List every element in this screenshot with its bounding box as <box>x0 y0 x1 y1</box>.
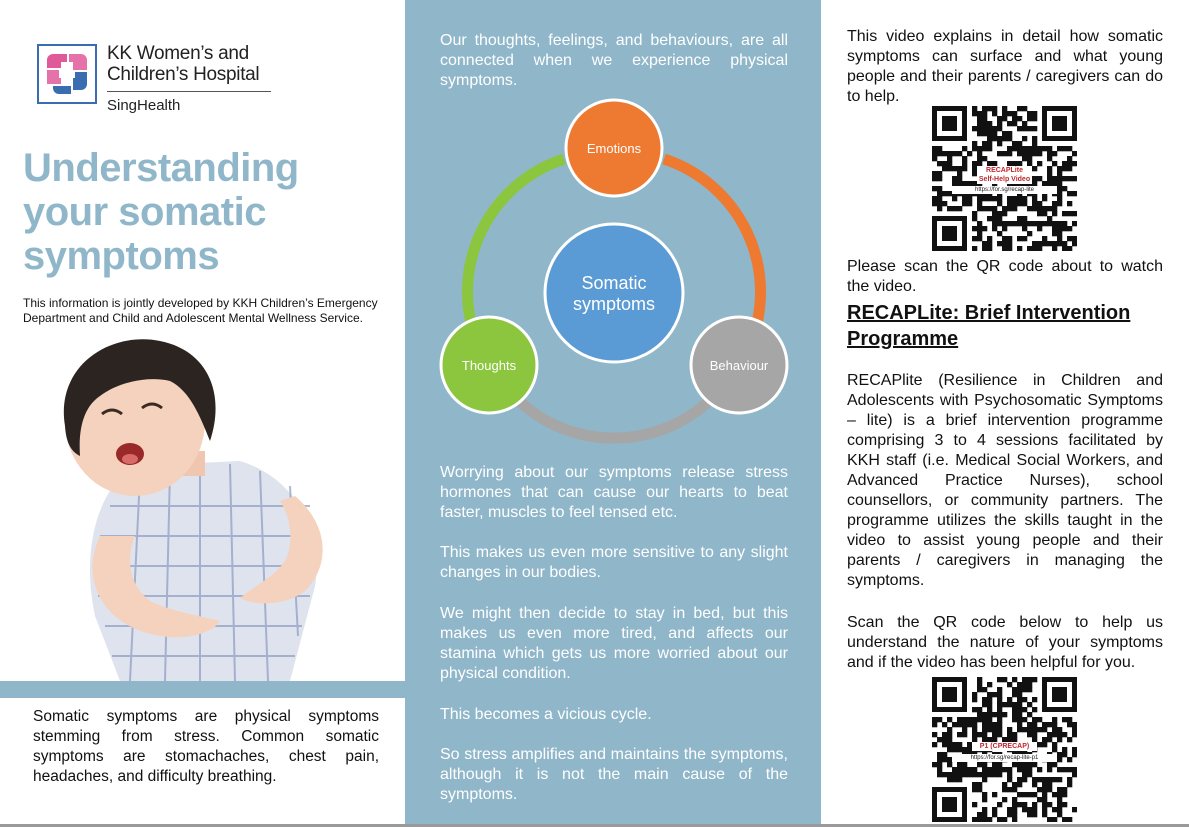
page-title <box>23 146 363 278</box>
center-label-line1: Somatic <box>581 273 647 293</box>
middle-panel <box>405 0 821 827</box>
somatic-definition-text: Somatic symptoms are physical symptoms stemming from stress. Common somatic symptoms are stomachaches, chest pain, headaches, and difficulty breathing. <box>33 708 379 785</box>
emotions-label: Emotions <box>586 141 642 156</box>
video-qr-code[interactable] <box>932 106 1077 251</box>
qr1-label-line1: RECAPLite <box>977 166 1032 175</box>
left-panel <box>0 0 405 827</box>
hospital-name-line1: KK Women’s and <box>107 43 249 64</box>
qr2-url: https://for.sg/recap-lite-p1 <box>952 754 1057 762</box>
cycle-diagram <box>405 0 821 827</box>
qr1-label-line2: Self-Help Video <box>978 176 1031 183</box>
stress-hormones-paragraph: Worrying about our symptoms release stress hormones that can cause our hearts to beat faster, muscles to feel tensed etc. <box>440 464 788 521</box>
recaplite-heading: RECAPLite: Brief Intervention Programme <box>847 302 1131 350</box>
recaplite-description: RECAPlite (Resilience in Children and Adolescents with Psychosomatic Symptoms – lite) is a brief intervention programme comprising 3 to 4 sessions facilitated by KKH staff (i.e. Medical Social Workers, and Advanced Practice Nurses), school counsellors, or community partners. The programme utilizes the skills taught in the video to assist young people and their parents / caregivers in managing the symptoms. <box>847 372 1163 589</box>
connection-intro-text: Our thoughts, feelings, and behaviours, are all connected when we experience physical symptoms. <box>440 32 788 89</box>
sensitivity-paragraph: This makes us even more sensitive to any slight changes in our bodies. <box>440 544 788 581</box>
logo-divider <box>107 91 271 92</box>
vicious-cycle-paragraph: This becomes a vicious cycle. <box>440 706 652 723</box>
intro-text: This information is jointly developed by KKH Children’s Emergency Department and Child and Adolescent Mental Wellness Service. <box>23 296 378 325</box>
center-label-line2: symptoms <box>572 294 656 314</box>
hospital-logo-icon <box>37 44 97 104</box>
behaviour-thoughts-arc <box>518 400 710 438</box>
video-description-text: This video explains in detail how somatic symptoms can surface and what young people and their parents / caregivers can do to help. <box>847 28 1163 105</box>
somatic-symptoms-node <box>545 224 683 362</box>
title-line3: symptoms <box>23 234 220 278</box>
hospital-name-line2: Children’s Hospital <box>107 64 260 85</box>
stress-amplifies-paragraph: So stress amplifies and maintains the symptoms, although it is not the main cause of the symptoms. <box>440 746 788 803</box>
child-photo <box>40 336 385 681</box>
hospital-logo <box>37 44 277 116</box>
hospital-name <box>107 43 259 85</box>
thoughts-label: Thoughts <box>461 358 517 373</box>
title-line1: Understanding <box>23 146 299 190</box>
stay-in-bed-paragraph: We might then decide to stay in bed, but this makes us even more tired, and affects our stamina which gets us more worried about our physical condition. <box>440 605 788 682</box>
scan-instruction-text: Please scan the QR code about to watch the video. <box>847 258 1163 295</box>
behaviour-label: Behaviour <box>709 358 769 373</box>
left-accent-bar <box>0 681 405 698</box>
qr2-label: P1 (CPRECAP) <box>972 742 1037 751</box>
singhealth-label: SingHealth <box>107 97 181 114</box>
right-panel <box>821 0 1189 827</box>
qr1-url: https://for.sg/recap-lite <box>952 186 1057 194</box>
feedback-instruction-text: Scan the QR code below to help us understand the nature of your symptoms and if the video has been helpful for you. <box>847 614 1163 671</box>
title-line2: your somatic <box>23 190 266 234</box>
feedback-qr-code[interactable] <box>932 677 1077 822</box>
